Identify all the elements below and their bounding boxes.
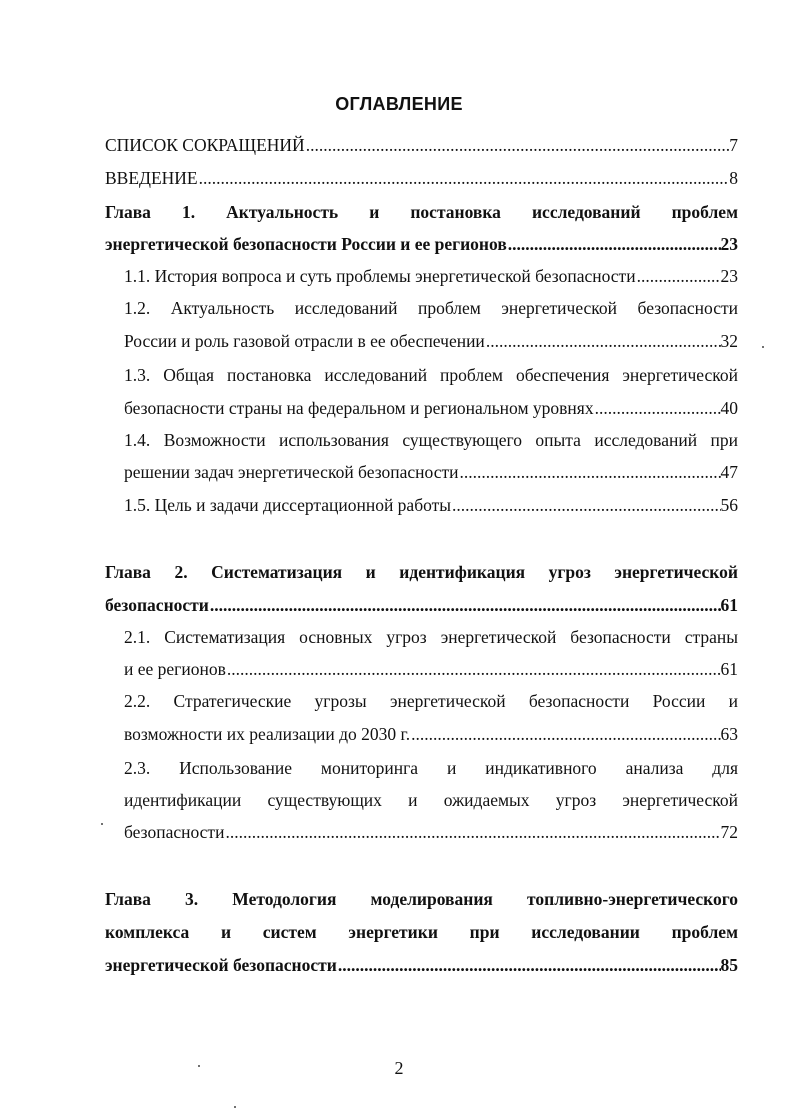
toc-entry-text: энергетической безопасности [105,955,337,975]
toc-entry-text: ВВЕДЕНИЕ [105,168,198,188]
page-number: 2 [394,1058,404,1078]
toc-entry-text: энергетической безопасности России и ее регионов [105,234,507,254]
toc-entry-text: России и роль газовой отрасли в ее обеспечении [124,331,485,351]
toc-section-1-2-line2[interactable] [124,330,738,352]
toc-section-2-3-line2[interactable]: идентификации существующих и ожидаемых угроз энергетической [124,790,738,810]
toc-page-number: 63 [720,724,738,744]
toc-chapter-1-line2[interactable] [105,233,738,255]
toc-entry-abbreviations[interactable] [105,134,738,156]
toc-section-1-2-line1[interactable]: 1.2. Актуальность исследований проблем энергетической безопасности [124,298,738,318]
toc-section-1-3-line1[interactable]: 1.3. Общая постановка исследований проблем обеспечения энергетической [124,365,738,385]
toc-chapter-3-line2[interactable]: комплекса и систем энергетики при исследовании проблем [105,922,738,942]
toc-leader [636,265,721,287]
toc-section-2-2-line2[interactable] [124,723,738,745]
toc-page-number: 8 [729,168,738,188]
toc-leader [337,954,721,976]
scan-speck [101,823,103,825]
toc-title: ОГЛАВЛЕНИЕ [335,94,463,114]
toc-entry-text: СПИСОК СОКРАЩЕНИЙ [105,135,305,155]
toc-page-number: 23 [720,234,738,254]
toc-leader [451,494,720,516]
toc-leader [224,821,720,843]
toc-entry-text: безопасности [105,595,209,615]
toc-leader [459,461,721,483]
toc-section-1-4-line2[interactable] [124,461,738,483]
toc-page-number: 72 [720,822,738,842]
toc-leader [507,233,721,255]
toc-chapter-3-line3[interactable] [105,954,738,976]
toc-page-number: 61 [720,659,738,679]
scan-speck [198,1065,200,1067]
toc-page-number: 7 [729,135,738,155]
toc-section-2-2-line1[interactable]: 2.2. Стратегические угрозы энергетической безопасности России и [124,691,738,711]
toc-entry-text: 1.5. Цель и задачи диссертационной работы [124,495,452,515]
toc-leader [209,594,721,616]
toc-chapter-2-line2[interactable] [105,594,738,616]
toc-entry-introduction[interactable] [105,167,738,189]
toc-leader [198,167,730,189]
toc-page-number: 47 [720,462,738,482]
toc-section-2-1-line2[interactable] [124,658,738,680]
toc-entry-text: безопасности [124,822,225,842]
toc-entry-text: безопасности страны на федеральном и региональном уровнях [124,398,594,418]
toc-section-1-4-line1[interactable]: 1.4. Возможности использования существующего опыта исследований при [124,430,738,450]
scan-speck [234,1106,236,1108]
toc-entry-text: и ее регионов [124,659,226,679]
toc-entry-text: 1.1. История вопроса и суть проблемы энергетической безопасности [124,266,636,286]
toc-page-number: 23 [720,266,738,286]
toc-leader [410,723,720,745]
toc-page-number: 40 [720,398,738,418]
toc-entry-text: решении задач энергетической безопасности [124,462,459,482]
toc-chapter-2-line1[interactable]: Глава 2. Систематизация и идентификация угроз энергетической [105,562,738,582]
toc-page-number: 85 [720,955,738,975]
toc-entry-text: возможности их реализации до 2030 г. [124,724,411,744]
toc-section-2-3-line1[interactable]: 2.3. Использование мониторинга и индикативного анализа для [124,758,738,778]
scan-speck [762,346,764,348]
toc-chapter-3-line1[interactable]: Глава 3. Методология моделирования топливно-энергетического [105,889,738,909]
toc-page-number: 61 [720,595,738,615]
toc-section-1-1[interactable] [124,265,738,287]
toc-chapter-1-line1[interactable]: Глава 1. Актуальность и постановка исследований проблем [105,202,738,222]
toc-leader [226,658,721,680]
toc-page-number: 32 [720,331,738,351]
toc-page-number: 56 [720,495,738,515]
toc-leader [594,397,721,419]
toc-leader [485,330,721,352]
toc-section-2-3-line3[interactable] [124,821,738,843]
toc-section-1-5[interactable] [124,494,738,516]
toc-section-1-3-line2[interactable] [124,397,738,419]
toc-leader [305,134,730,156]
toc-section-2-1-line1[interactable]: 2.1. Систематизация основных угроз энергетической безопасности страны [124,627,738,647]
